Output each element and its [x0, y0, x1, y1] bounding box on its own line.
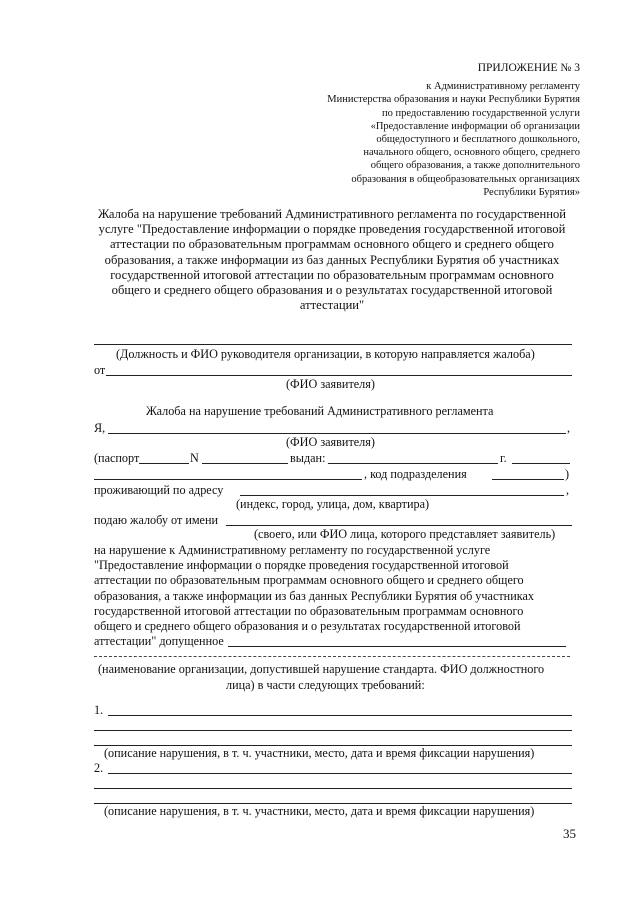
close-paren: ) [565, 467, 570, 481]
address-line[interactable] [240, 495, 564, 496]
item-1-label: 1. [94, 703, 104, 717]
appendix-line: начального общего, основного общего, среднего [363, 147, 580, 159]
address-label: проживающий по адресу [94, 483, 224, 497]
on-behalf-line[interactable] [226, 525, 572, 526]
title-line: аттестации по образовательным программам основного общего и среднего общего [110, 237, 554, 252]
title-line: государственной итоговой аттестации по образовательным программам основного [110, 267, 554, 282]
comma: , [567, 421, 571, 435]
complaint-title [82, 207, 582, 313]
violation-line: государственной итоговой аттестации по образовательным программам основного [94, 603, 524, 618]
violation-line: общего и среднего общего образования и о результатах государственной итоговой [94, 619, 521, 634]
issued-by-line[interactable] [328, 463, 498, 464]
appendix-line: общедоступного и бесплатного дошкольного, [376, 134, 580, 146]
violation-line: "Предоставление информации о порядке проведения государственной итоговой [94, 558, 509, 573]
violation-line: аттестации по образовательным программам основного общего и среднего общего [94, 573, 524, 588]
appendix-line: Министерства образования и науки Республики Бурятия [327, 94, 580, 106]
applicant-caption: (ФИО заявителя) [286, 377, 375, 391]
appendix-line: «Предоставление информации об организации [370, 120, 580, 132]
appendix-number: ПРИЛОЖЕНИЕ № 3 [477, 62, 580, 74]
appendix-line: к Административному регламенту [426, 81, 580, 93]
year-label: г. [500, 451, 507, 465]
division-code-line[interactable] [492, 479, 564, 480]
item-1-line-2[interactable] [94, 730, 572, 731]
violation-line: образования, а также информации из баз данных Республики Бурятия об участниках [94, 588, 534, 603]
title-line: общего и среднего общего образования и о результатах государственной итоговой [111, 283, 553, 298]
complaint-heading: Жалоба на нарушение требований Административного регламента [146, 404, 494, 418]
title-line: услуге "Предоставление информации о порядке проведения государственной итоговой [98, 222, 566, 237]
appendix-line: Республики Бурятия» [483, 186, 580, 198]
applicant-caption-2: (ФИО заявителя) [286, 435, 375, 449]
address-caption: (индекс, город, улица, дом, квартира) [236, 497, 430, 511]
passport-number-line[interactable] [202, 463, 288, 464]
on-behalf-label: подаю жалобу от имени [94, 513, 219, 527]
appendix-line: по предоставлению государственной услуги [382, 107, 580, 119]
division-code-label: , код подразделения [364, 467, 467, 481]
violation-line: на нарушение к Административному регламенту по государственной услуге [94, 543, 491, 557]
violation-caption-1: (описание нарушения, в т. ч. участники, место, дата и время фиксации нарушения) [104, 746, 535, 760]
appendix-line: общего образования, а также дополнительного [370, 160, 580, 172]
item-1-line[interactable] [108, 715, 572, 716]
title-line: аттестации" [299, 298, 365, 313]
item-2-label: 2. [94, 761, 104, 775]
appendix-header [327, 62, 580, 199]
address-comma: , [566, 483, 570, 497]
title-line: образования, а также информации из баз данных Республики Бурятия об участниках [104, 252, 560, 267]
org-name-line[interactable] [228, 646, 566, 647]
issue-date-line[interactable] [512, 463, 570, 464]
item-2-line[interactable] [108, 773, 572, 774]
violation-paragraph [94, 543, 534, 634]
appendix-line: образования в общеобразовательных организациях [351, 173, 580, 185]
issued-label: выдан: [290, 451, 326, 465]
applicant-name-line[interactable] [108, 433, 566, 434]
page-number: 35 [563, 826, 576, 841]
passport-label: (паспорт [94, 451, 140, 465]
violation-caption-2: (описание нарушения, в т. ч. участники, место, дата и время фиксации нарушения) [104, 804, 535, 818]
passport-series-line[interactable] [139, 463, 189, 464]
org-caption-1: (наименование организации, допустившей нарушение стандарта. ФИО должностного [98, 662, 545, 676]
head-caption: (Должность и ФИО руководителя организации, в которую направляется жалоба) [116, 347, 535, 361]
from-name-line[interactable] [106, 375, 572, 376]
item-2-line-2[interactable] [94, 788, 572, 789]
allowed-label: аттестации" допущенное [94, 634, 224, 648]
i-label: Я, [94, 421, 106, 435]
org-name-dashed-line [94, 656, 570, 657]
from-label: от [94, 363, 106, 377]
org-caption-2: лица) в части следующих требований: [226, 678, 425, 692]
on-behalf-caption: (своего, или ФИО лица, которого представляет заявитель) [254, 527, 556, 541]
issued-by-continuation-line[interactable] [94, 479, 362, 480]
number-label: N [190, 451, 199, 465]
title-line: Жалоба на нарушение требований Административного регламента по государственной [97, 207, 567, 221]
head-name-line[interactable] [94, 344, 572, 345]
